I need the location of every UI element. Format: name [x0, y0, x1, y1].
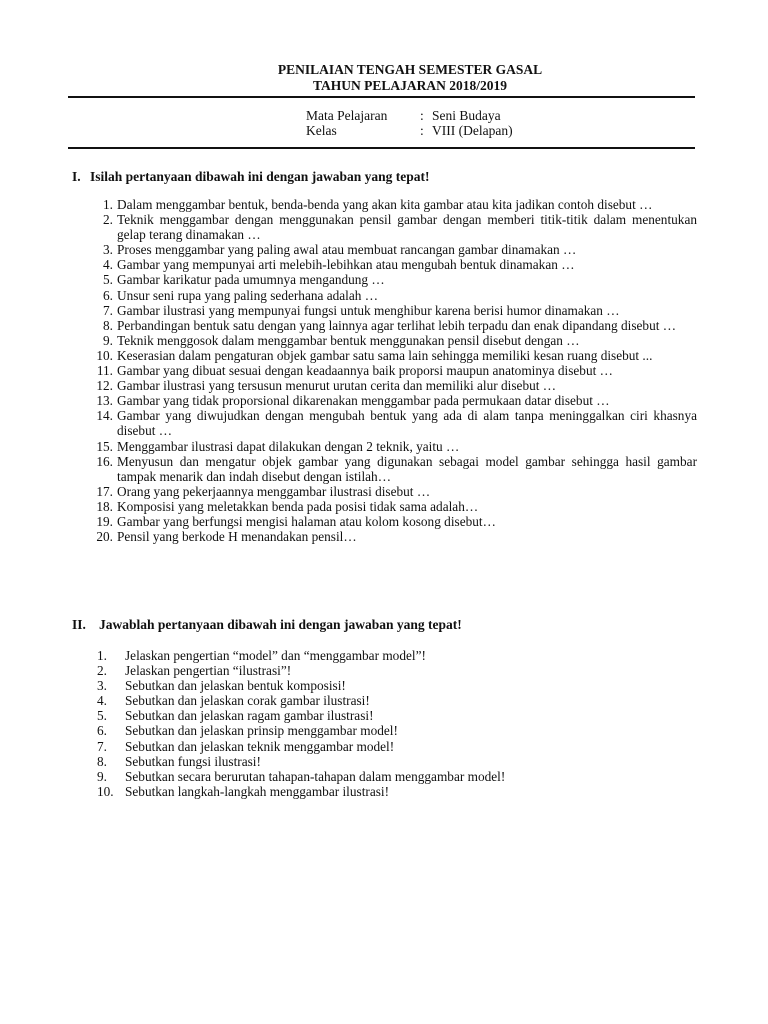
question-item: [97, 648, 645, 663]
question-number: 17.: [96, 483, 113, 499]
question-number: 9.: [103, 332, 113, 348]
question-number: 2.: [97, 663, 107, 679]
question-item: [96, 483, 697, 499]
question-item: [96, 363, 697, 379]
question-text: Proses menggambar yang paling awal atau membuat rancangan gambar dinamakan …: [117, 242, 577, 258]
question-text: Sebutkan fungsi ilustrasi!: [125, 753, 261, 769]
question-item: [96, 438, 697, 454]
question-item: [103, 302, 697, 318]
question-number: 15.: [96, 438, 113, 454]
question-item: [97, 783, 645, 799]
question-number: 5.: [97, 708, 107, 724]
exam-year: TAHUN PELAJARAN 2018/2019: [312, 78, 507, 93]
question-number: 11.: [96, 363, 113, 379]
question-item: [96, 498, 697, 514]
question-text: Sebutkan dan jelaskan bentuk komposisi!: [125, 678, 346, 694]
question-number: 3.: [103, 242, 113, 258]
header-top-rule: [68, 96, 695, 98]
question-number: 4.: [97, 693, 107, 709]
question-number: 5.: [103, 272, 113, 288]
question-number: 18.: [96, 498, 113, 514]
question-text: Gambar ilustrasi yang mempunyai fungsi untuk menghibur karena berisi humor dinamakan …: [117, 302, 620, 318]
question-item: [97, 708, 645, 724]
section-1-questions: [96, 197, 697, 545]
question-number: 6.: [103, 287, 113, 303]
question-text: Gambar yang tidak proporsional dikarenakan menggambar pada permukaan datar disebut …: [117, 393, 610, 409]
section-2-number: II.: [72, 617, 86, 632]
question-text: Gambar yang dibuat sesuai dengan keadaannya baik proporsi maupun anatominya disebut …: [117, 363, 613, 379]
question-number: 8.: [97, 753, 107, 769]
question-text: Gambar yang mempunyai arti melebih-lebihkan atau mengubah bentuk dinamakan …: [117, 257, 575, 273]
question-text: Gambar yang diwujudkan dengan mengubah bentuk yang ada di alam tanpa meninggalkan ciri khasnya disebut …: [117, 408, 697, 439]
question-item: [97, 663, 645, 679]
question-text: Menggambar ilustrasi dapat dilakukan dengan 2 teknik, yaitu …: [117, 438, 460, 454]
question-text: Orang yang pekerjaannya menggambar ilustrasi disebut …: [117, 483, 431, 499]
question-item: [96, 393, 697, 409]
question-text: Sebutkan dan jelaskan prinsip menggambar model!: [125, 723, 398, 739]
subject-separator: :: [420, 108, 424, 123]
question-item: [103, 332, 697, 348]
question-item: [96, 347, 697, 363]
question-item: [97, 678, 645, 694]
question-item: [103, 287, 697, 303]
section-2-title: Jawablah pertanyaan dibawah ini dengan jawaban yang tepat!: [99, 617, 462, 632]
question-text: Sebutkan dan jelaskan corak gambar ilustrasi!: [125, 693, 370, 709]
class-separator: :: [420, 123, 424, 138]
question-number: 10.: [96, 347, 113, 363]
question-number: 8.: [103, 317, 113, 333]
question-text: Gambar yang berfungsi mengisi halaman atau kolom kosong disebut…: [117, 513, 496, 529]
question-number: 1.: [97, 648, 107, 663]
question-item: [96, 453, 697, 484]
section-1-number: I.: [72, 169, 81, 184]
question-item: [103, 257, 697, 273]
question-text: Teknik menggosok dalam menggambar bentuk menggunakan pensil disebut dengan …: [117, 332, 580, 348]
header-bottom-rule: [68, 147, 695, 149]
question-item: [97, 768, 645, 784]
question-number: 6.: [97, 723, 107, 739]
question-item: [96, 408, 697, 439]
question-number: 7.: [103, 302, 113, 318]
question-text: Dalam menggambar bentuk, benda-benda yang akan kita gambar atau kita jadikan contoh disebut …: [117, 197, 653, 212]
question-item: [96, 513, 697, 529]
question-item: [97, 738, 645, 754]
question-item: [103, 272, 697, 288]
question-item: [96, 529, 697, 545]
question-text: Sebutkan dan jelaskan ragam gambar ilustrasi!: [125, 708, 374, 724]
question-text: Sebutkan dan jelaskan teknik menggambar model!: [125, 738, 395, 754]
question-text: Teknik menggambar dengan menggunakan pensil gambar dengan memberi titik-titik dalam menentukan gelap terang dinamakan …: [117, 212, 697, 243]
question-item: [103, 212, 697, 243]
class-value: VIII (Delapan): [432, 123, 513, 138]
question-number: 16.: [96, 453, 113, 469]
question-item: [103, 317, 697, 333]
question-number: 9.: [97, 768, 107, 784]
question-number: 4.: [103, 257, 113, 273]
question-text: Perbandingan bentuk satu dengan yang lainnya agar terlihat lebih terpadu dan enak dipandang disebut …: [117, 317, 677, 333]
question-number: 13.: [96, 393, 113, 409]
question-text: Jelaskan pengertian “model” dan “menggambar model”!: [125, 648, 426, 663]
question-number: 19.: [96, 513, 113, 529]
question-number: 10.: [97, 783, 114, 799]
question-number: 1.: [103, 197, 113, 212]
question-item: [97, 693, 645, 709]
question-item: [103, 197, 697, 212]
question-number: 14.: [96, 408, 113, 424]
question-text: Komposisi yang meletakkan benda pada posisi tidak sama adalah…: [117, 498, 479, 514]
question-text: Sebutkan langkah-langkah menggambar ilustrasi!: [125, 783, 390, 799]
question-text: Sebutkan secara berurutan tahapan-tahapan dalam menggambar model!: [125, 768, 506, 784]
question-number: 2.: [103, 212, 113, 228]
section-1-title: Isilah pertanyaan dibawah ini dengan jawaban yang tepat!: [90, 169, 430, 184]
subject-label: Mata Pelajaran: [306, 108, 388, 123]
exam-title: PENILAIAN TENGAH SEMESTER GASAL: [277, 62, 543, 77]
question-number: 3.: [97, 678, 107, 694]
section-2-questions: [97, 648, 645, 799]
subject-value: Seni Budaya: [432, 108, 501, 123]
question-item: [97, 753, 645, 769]
question-number: 12.: [96, 378, 113, 394]
question-text: Pensil yang berkode H menandakan pensil…: [117, 529, 357, 545]
question-text: Menyusun dan mengatur objek gambar yang digunakan sebagai model gambar sehingga hasil gambar tampak menarik dan indah disebut dengan istilah…: [117, 453, 697, 484]
question-text: Jelaskan pengertian “ilustrasi”!: [125, 663, 292, 679]
question-text: Unsur seni rupa yang paling sederhana adalah …: [117, 287, 379, 303]
question-item: [96, 378, 697, 394]
question-item: [103, 242, 697, 258]
question-text: Keserasian dalam pengaturan objek gambar satu sama lain sehingga memiliki kesan ruang disebut ...: [117, 347, 653, 363]
question-number: 7.: [97, 738, 107, 754]
question-item: [97, 723, 645, 739]
question-text: Gambar ilustrasi yang tersusun menurut urutan cerita dan memiliki alur disebut …: [117, 378, 557, 394]
class-label: Kelas: [306, 123, 337, 138]
question-text: Gambar karikatur pada umumnya mengandung …: [117, 272, 385, 288]
question-number: 20.: [96, 529, 113, 545]
